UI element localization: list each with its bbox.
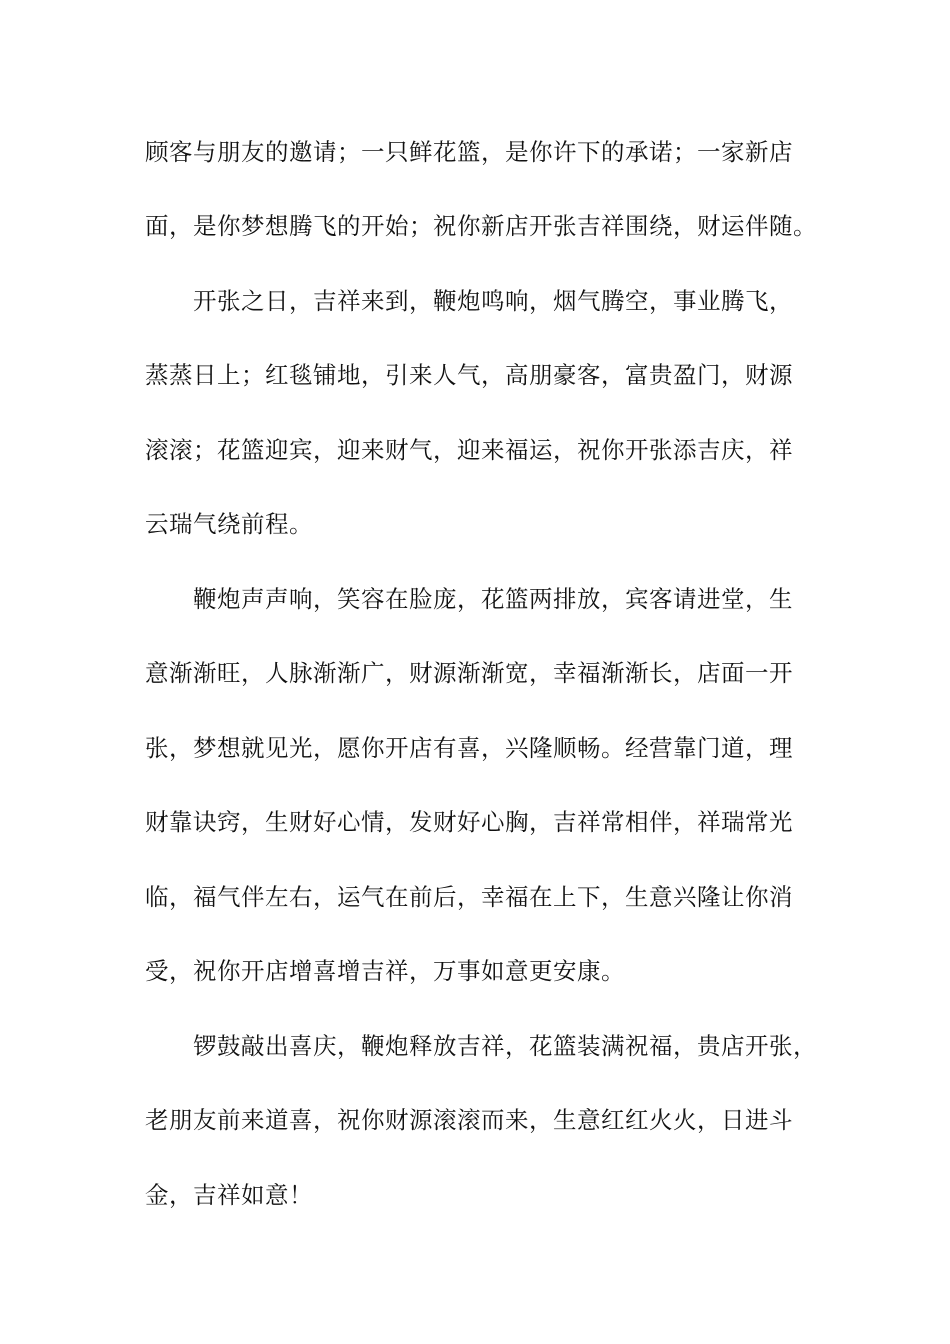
paragraph-first-line: 鞭炮声声响，笑容在脸庞，花篮两排放，宾客请进堂，生 <box>193 585 793 613</box>
text-line: 意渐渐旺，人脉渐渐广，财源渐渐宽，幸福渐渐长，店面一开 <box>145 659 793 687</box>
text-line: 张，梦想就见光，愿你开店有喜，兴隆顺畅。经营靠门道，理 <box>145 734 793 762</box>
text-line: 蒸蒸日上；红毯铺地，引来人气，高朋豪客，富贵盈门，财源 <box>145 361 793 389</box>
text-line: 面，是你梦想腾飞的开始；祝你新店开张吉祥围绕，财运伴随。 <box>145 212 817 240</box>
text-line: 受，祝你开店增喜增吉祥，万事如意更安康。 <box>145 957 625 985</box>
text-line: 财靠诀窍，生财好心情，发财好心胸，吉祥常相伴，祥瑞常光 <box>145 808 793 836</box>
text-line: 顾客与朋友的邀请；一只鲜花篮，是你许下的承诺；一家新店 <box>145 138 793 166</box>
text-line: 滚滚；花篮迎宾，迎来财气，迎来福运，祝你开张添吉庆，祥 <box>145 436 793 464</box>
text-line: 云瑞气绕前程。 <box>145 510 313 538</box>
text-line: 金，吉祥如意！ <box>145 1181 313 1209</box>
paragraph-first-line: 开张之日，吉祥来到，鞭炮鸣响，烟气腾空，事业腾飞， <box>193 287 793 315</box>
text-line: 临，福气伴左右，运气在前后，幸福在上下，生意兴隆让你消 <box>145 883 793 911</box>
paragraph-first-line: 锣鼓敲出喜庆，鞭炮释放吉祥，花篮装满祝福，贵店开张， <box>193 1032 817 1060</box>
text-line: 老朋友前来道喜，祝你财源滚滚而来，生意红红火火，日进斗 <box>145 1106 793 1134</box>
